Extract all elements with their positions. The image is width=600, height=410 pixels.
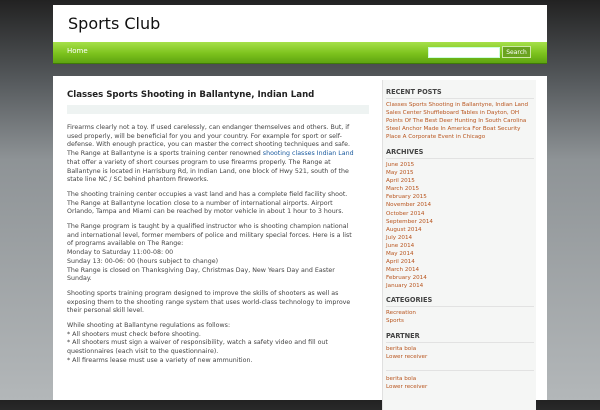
text-line: The Range program is taught by a qualified instructor who is shooting champion national bbox=[67, 223, 349, 231]
recent-posts-widget bbox=[386, 88, 534, 141]
shooting-classes-link[interactable]: shooting classes Indian Land bbox=[262, 150, 354, 158]
site-title[interactable]: Sports Club bbox=[68, 14, 161, 33]
text-line: Sunday. bbox=[67, 275, 92, 283]
text-line: and international level, former members of police and military special forces. Here is a list bbox=[67, 231, 352, 239]
category-link[interactable]: Sports bbox=[386, 318, 404, 325]
partner-link[interactable]: Lower receiver bbox=[386, 354, 428, 361]
archive-link[interactable]: January 2014 bbox=[386, 283, 424, 290]
text-line: defense. With enough practice, you can master the correct shooting techniques and safe. bbox=[67, 141, 350, 149]
text-line: Ballantyne is located in Harrisburg Rd, in Indian Land, one block of Hwy 521, south of the bbox=[67, 167, 349, 175]
text-line: The Range is closed on Thanksgiving Day, Christmas Day, New Years Day and Easter bbox=[67, 266, 335, 274]
partner-link[interactable]: berita bola bbox=[386, 346, 417, 352]
title-divider bbox=[67, 105, 369, 114]
text-line: used properly, will be beneficial for you and your country. For example for sport or self- bbox=[67, 132, 342, 140]
site-header bbox=[53, 5, 547, 42]
extra-links-widget bbox=[386, 370, 534, 391]
partner-title: PARTNER bbox=[386, 332, 534, 343]
text-line: questionnaires (each visit to the questionnaire). bbox=[67, 348, 219, 356]
text-line: of programs available on The Range: bbox=[67, 240, 184, 248]
text-line: Orlando, Tampa and Miami can be reached by motor vehicle in about 1 hour to 3 hours. bbox=[67, 208, 344, 216]
text-line: state line NC / SC behind phantom fireworks. bbox=[67, 176, 209, 184]
archive-link[interactable]: March 2015 bbox=[386, 186, 420, 193]
text-line: * All shooters must check before shooting. bbox=[67, 330, 201, 338]
recent-post-link[interactable]: Place A Corporate Event in Chicago bbox=[386, 134, 486, 141]
archive-link[interactable]: July 2014 bbox=[386, 234, 413, 241]
text-line: Firearms clearly not a toy. If used carelessly, can endanger themselves and others. But, if bbox=[67, 124, 350, 131]
post-paragraph-3 bbox=[67, 223, 369, 284]
archive-link[interactable]: March 2014 bbox=[386, 267, 420, 274]
partner-widget bbox=[386, 332, 534, 361]
text-line: exposing them to the shooting range system that uses world-class technology to improve bbox=[67, 298, 351, 306]
archive-link[interactable]: June 2014 bbox=[386, 242, 415, 249]
extra-link[interactable]: Lower receiver bbox=[386, 384, 428, 391]
archive-link[interactable]: November 2014 bbox=[386, 202, 432, 209]
text-line: While shooting at Ballantyne regulations as follows: bbox=[67, 322, 231, 330]
content-area bbox=[53, 76, 547, 400]
archive-link[interactable]: February 2014 bbox=[386, 275, 427, 282]
archive-link[interactable]: May 2015 bbox=[386, 170, 414, 177]
categories-widget bbox=[386, 296, 534, 325]
recent-post-link[interactable]: Steel Anchor Made In America For Boat Security bbox=[386, 126, 521, 133]
sidebar bbox=[382, 80, 536, 410]
text-segment: The Range at Ballantyne is a sports training center renowned bbox=[67, 150, 263, 158]
main-content bbox=[67, 90, 369, 372]
recent-post-link[interactable]: Classes Sports Shooting in Ballantyne, Indian Land bbox=[386, 102, 529, 108]
text-line: The shooting training center occupies a vast land and has a complete field facility shoot. bbox=[67, 190, 348, 198]
archive-link[interactable]: May 2014 bbox=[386, 251, 414, 258]
text-line: Shooting sports training program designed to improve the skills of shooters as well as bbox=[67, 289, 339, 297]
extra-links-list bbox=[386, 375, 534, 391]
text-line: * All firearms lease must use a variety of new ammunition. bbox=[67, 356, 253, 364]
recent-posts-title: RECENT POSTS bbox=[386, 88, 534, 99]
partner-list bbox=[386, 345, 534, 361]
post-paragraph-5 bbox=[67, 322, 369, 366]
text-line bbox=[67, 150, 369, 159]
post-title[interactable]: Classes Sports Shooting in Ballantyne, Indian Land bbox=[67, 90, 315, 100]
archive-link[interactable]: February 2015 bbox=[386, 194, 427, 201]
text-line: that offer a variety of short courses program to use firearms properly. The Range at bbox=[67, 158, 331, 166]
post-paragraph-1 bbox=[67, 124, 369, 185]
text-line: Sunday 13: 00-06: 00 (hours subject to change) bbox=[67, 257, 219, 265]
archive-link[interactable]: June 2015 bbox=[386, 162, 415, 168]
search-button[interactable]: Search bbox=[502, 46, 531, 58]
archive-link[interactable]: September 2014 bbox=[386, 218, 433, 225]
recent-post-link[interactable]: Sales Center Shuffleboard Tables in Dayton, OH bbox=[386, 110, 520, 117]
nav-bar bbox=[53, 42, 547, 64]
text-line: * All shooters must sign a waiver of responsibility, watch a safety video and fill out bbox=[67, 339, 328, 347]
extra-link[interactable]: berita bola bbox=[386, 376, 417, 382]
archives-title: ARCHIVES bbox=[386, 148, 534, 159]
text-line: The Range at Ballantyne location close to a number of international airports. Airport bbox=[67, 199, 333, 207]
search-input[interactable] bbox=[428, 47, 500, 58]
nav-home-link[interactable]: Home bbox=[67, 47, 88, 55]
categories-list bbox=[386, 309, 534, 325]
post-paragraph-4 bbox=[67, 290, 369, 316]
category-link[interactable]: Recreation bbox=[386, 310, 416, 316]
archive-link[interactable]: April 2015 bbox=[386, 178, 415, 185]
archive-link[interactable]: April 2014 bbox=[386, 259, 415, 266]
archive-link[interactable]: October 2014 bbox=[386, 210, 425, 217]
page-wrapper bbox=[53, 0, 547, 400]
post-paragraph-2 bbox=[67, 191, 369, 217]
text-line: their personal skill level. bbox=[67, 307, 145, 315]
archives-list bbox=[386, 161, 534, 291]
recent-post-link[interactable]: Points Of The Best Deer Hunting In South Carolina bbox=[386, 118, 527, 125]
archives-widget bbox=[386, 148, 534, 291]
text-line: Monday to Saturday 11:00-08: 00 bbox=[67, 249, 174, 257]
categories-title: CATEGORIES bbox=[386, 296, 534, 307]
archive-link[interactable]: August 2014 bbox=[386, 226, 422, 233]
